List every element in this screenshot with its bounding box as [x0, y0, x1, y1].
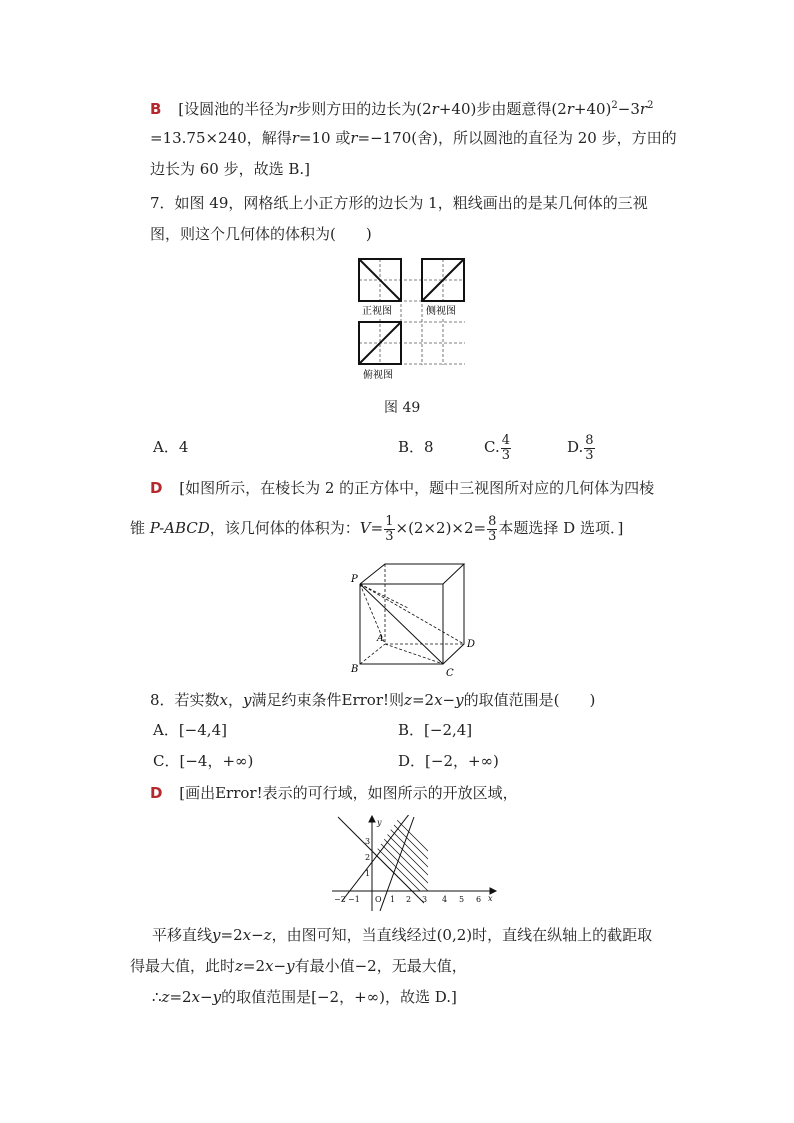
- q8-solution-line2: 平移直线y=2x−z，由图可知，当直线经过(0,2)时，直线在纵轴上的截距取: [152, 926, 653, 944]
- x-tick-neg1: −1: [348, 895, 360, 904]
- edge-PC: [360, 584, 443, 664]
- cube-label-C: C: [446, 668, 454, 678]
- edge-AC: [385, 644, 443, 664]
- x-tick-4: 4: [442, 895, 448, 904]
- x-tick-5: 5: [459, 895, 465, 904]
- y-axis-label: y: [377, 818, 382, 827]
- q8-solution-line3: 得最大值，此时z=2x−y有最小值−2，无最大值，: [130, 957, 467, 975]
- q7-question-line1: 7．如图 49，网格纸上小正方形的边长为 1，粗线画出的是某几何体的三视: [150, 194, 648, 212]
- cube-top-face: [360, 564, 464, 584]
- q7-solution-line1: D [如图所示，在棱长为 2 的正方体中，题中三视图所对应的几何体为四棱: [150, 479, 655, 497]
- x-tick-3: 3: [422, 895, 428, 904]
- cube-right-face: [443, 564, 464, 664]
- q7-option-d: D. $\frac{8}{3}$: [567, 432, 594, 463]
- line-y-minus-x: [342, 815, 410, 901]
- q7-option-b: B．8: [398, 438, 434, 456]
- figure-49-caption: 图 49: [384, 400, 421, 416]
- cube-label-P: P: [351, 574, 358, 585]
- front-view-label: 正视图: [362, 306, 392, 317]
- q6-solution-line2: =13.75×240，解得r=10 或r=−170(舍)，所以圆池的直径为 20 步，方田的: [150, 129, 677, 147]
- three-view-figure: [357, 257, 467, 382]
- q8-solution-line4: ∴z=2x−y的取值范围是[−2，+∞)，故选 D.]: [152, 988, 457, 1006]
- q7-option-c: C. $\frac{4}{3}$: [484, 432, 510, 463]
- top-view-label: 俯视图: [363, 370, 393, 381]
- q8-option-b: B．[−2,4]: [398, 721, 473, 739]
- q8-option-a: A．[−4,4]: [153, 721, 227, 739]
- q6-solution-line1: B [设圆池的半径为r步则方田的边长为(2r+40)步由题意得$(2r+40)^2-3r^2$: [150, 100, 654, 118]
- q7-question-line2: 图，则这个几何体的体积为( ): [150, 225, 372, 243]
- y-axis-arrow: [369, 816, 375, 822]
- cube-label-D: D: [467, 639, 476, 650]
- q7-option-a: A．4: [153, 438, 189, 456]
- y-tick-3: 3: [365, 837, 371, 846]
- q6-solution-line3: 边长为 60 步，故选 B.]: [150, 160, 311, 178]
- origin-label: O: [375, 895, 382, 904]
- x-tick-2: 2: [406, 895, 412, 904]
- feasible-region-graph: [328, 815, 498, 915]
- x-axis-label: x: [488, 894, 493, 903]
- q8-answer: D: [150, 784, 163, 802]
- q7-solution-line2: 锥 P-ABCD，该几何体的体积为：V= $\frac{1}{3}$ ×(2×2)×2= $\frac{8}{3}$ 本题选择 D 选项．]: [130, 513, 624, 544]
- x-tick-6: 6: [476, 895, 482, 904]
- edge-P-mid: [360, 584, 408, 608]
- q8-option-c: C．[−4，+∞): [153, 752, 254, 770]
- cube-label-A: A: [377, 634, 384, 644]
- cube-label-B: B: [351, 664, 359, 675]
- q7-answer: D: [150, 479, 163, 497]
- edge-PD: [360, 584, 464, 644]
- cube-figure: [348, 558, 478, 678]
- hidden-edge-BA: [360, 644, 385, 664]
- side-view-label: 侧视图: [426, 306, 456, 317]
- q8-option-d: D．[−2，+∞): [398, 752, 499, 770]
- q8-question-line: 8．若实数x，y满足约束条件Error!则z=2x−y的取值范围是( ): [150, 691, 596, 709]
- q8-solution-line1: D [画出Error!表示的可行域，如图所示的开放区域，: [150, 784, 518, 802]
- q6-answer: B: [150, 100, 162, 118]
- x-tick-1: 1: [390, 895, 396, 904]
- y-tick-2: 2: [365, 853, 371, 862]
- y-tick-1: 1: [365, 869, 371, 878]
- x-tick-neg2: −2: [334, 895, 346, 904]
